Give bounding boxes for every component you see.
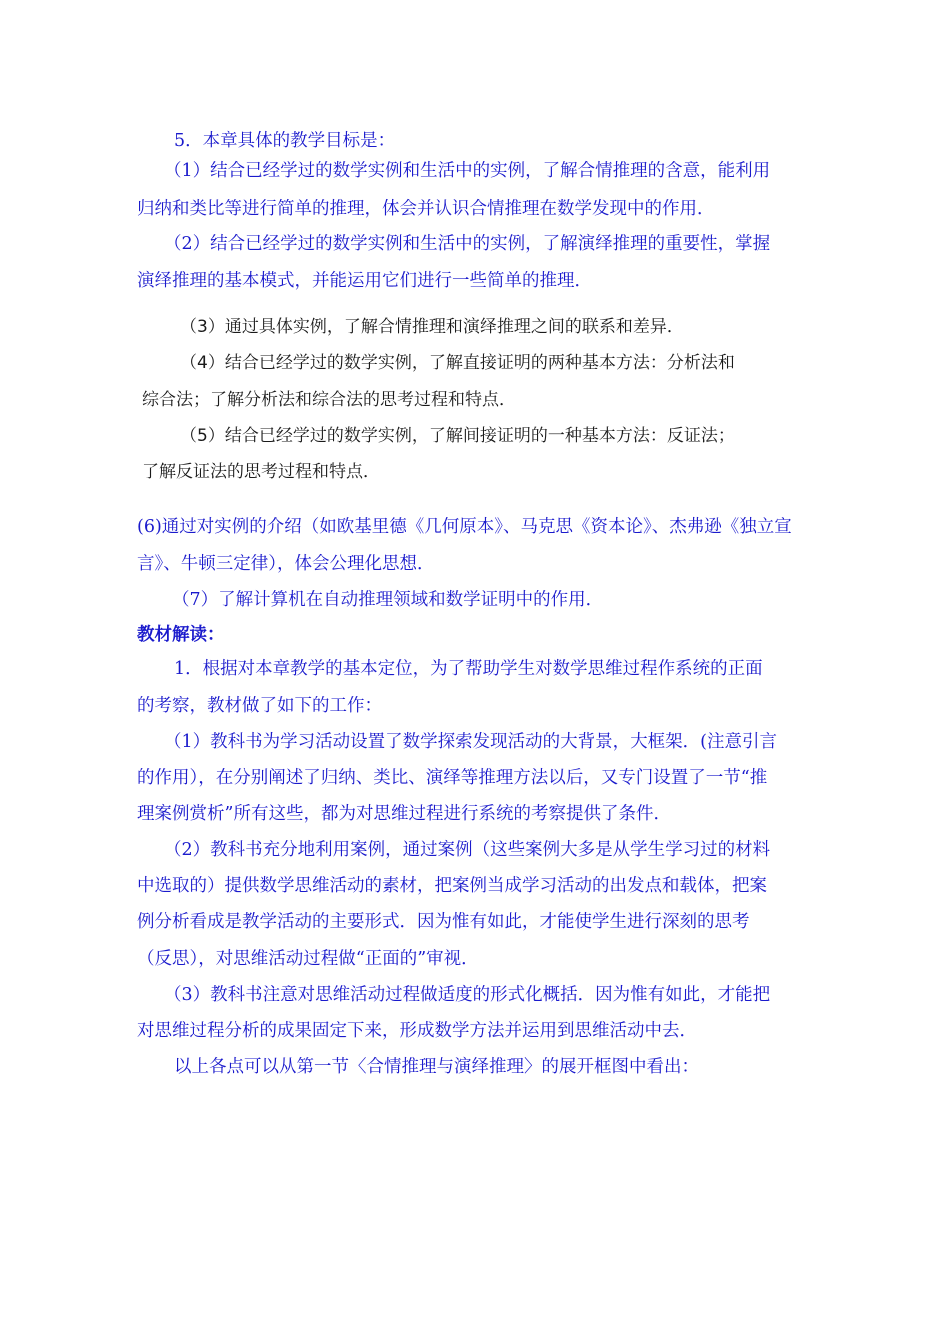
reading-p1-line-1: 1．根据对本章教学的基本定位，为了帮助学生对数学思维过程作系统的正面: [174, 659, 763, 679]
reading-p2-line-1: （1）教科书为学习活动设置了数学探索发现活动的大背景，大框架．(注意引言: [164, 732, 777, 752]
goal-2-line-1: （2）结合已经学过的数学实例和生活中的实例，了解演绎推理的重要性，掌握: [164, 234, 771, 254]
goals-heading: 5．本章具体的教学目标是：: [174, 131, 396, 151]
goal-6-line-1: (6)通过对实例的介绍（如欧基里德《几何原本》、马克思《资本论》、杰弗逊《独立宣: [137, 517, 792, 537]
reading-p3-line-4: （反思），对思维活动过程做“正面的”审视．: [137, 949, 479, 969]
reading-p4-line-1: （3）教科书注意对思维活动过程做适度的形式化概括．因为惟有如此，才能把: [164, 985, 771, 1005]
reading-heading: 教材解读：: [137, 625, 225, 645]
goal-7: （7）了解计算机在自动推理领域和数学证明中的作用．: [172, 590, 604, 610]
reading-p2-line-3: 理案例赏析”所有这些，都为对思维过程进行系统的考察提供了条件．: [137, 804, 671, 824]
goal-4-line-2: 综合法；了解分析法和综合法的思考过程和特点．: [142, 390, 516, 410]
reading-p3-line-2: 中选取的）提供数学思维活动的素材，把案例当成学习活动的出发点和载体，把案: [137, 876, 767, 896]
goal-2-line-2: 演绎推理的基本模式，并能运用它们进行一些简单的推理．: [137, 271, 592, 291]
reading-p3-line-3: 例分析看成是教学活动的主要形式．因为惟有如此，才能使学生进行深刻的思考: [137, 912, 750, 932]
reading-p5-line-1: 以上各点可以从第一节〈合情推理与演绎推理〉的展开框图中看出：: [174, 1057, 699, 1077]
goal-6-line-2: 言》、牛顿三定律），体会公理化思想．: [137, 554, 435, 574]
reading-p4-line-2: 对思维过程分析的成果固定下来，形成数学方法并运用到思维活动中去．: [137, 1021, 697, 1041]
reading-p1-line-2: 的考察，教材做了如下的工作：: [137, 696, 382, 716]
reading-p2-line-2: 的作用），在分别阐述了归纳、类比、演绎等推理方法以后，又专门设置了一节“推: [137, 768, 768, 788]
goal-5-line-2: 了解反证法的思考过程和特点．: [142, 462, 380, 482]
goal-4-line-1: （4）结合已经学过的数学实例，了解直接证明的两种基本方法：分析法和: [180, 353, 735, 373]
reading-p3-line-1: （2）教科书充分地利用案例，通过案例（这些案例大多是从学生学习过的材料: [164, 840, 771, 860]
goal-5-line-1: （5）结合已经学过的数学实例，了解间接证明的一种基本方法：反证法；: [180, 426, 735, 446]
goal-3: （3）通过具体实例，了解合情推理和演绎推理之间的联系和差异．: [180, 317, 684, 337]
goal-1-line-1: （1）结合已经学过的数学实例和生活中的实例，了解合情推理的含意，能利用: [164, 161, 771, 181]
goal-1-line-2: 归纳和类比等进行简单的推理，体会并认识合情推理在数学发现中的作用．: [137, 199, 715, 219]
